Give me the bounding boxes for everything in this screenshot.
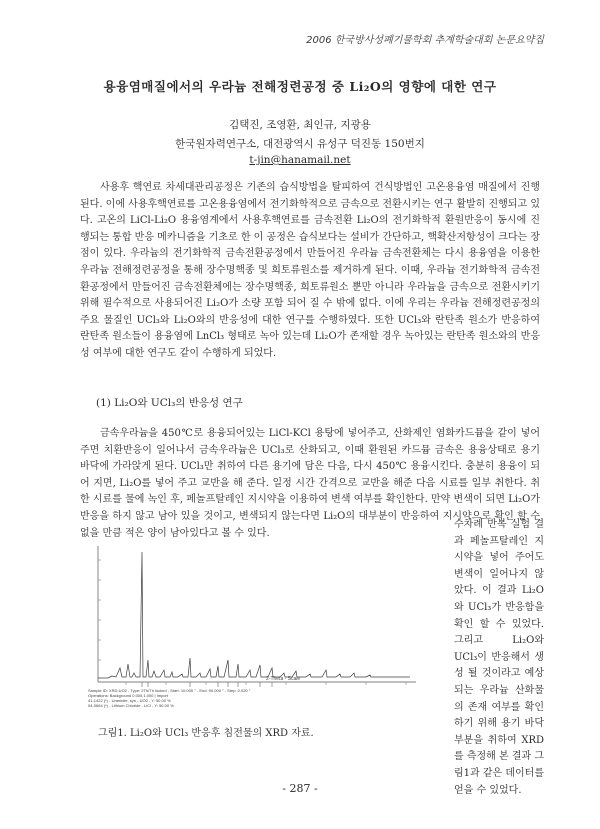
body-paragraph-main: 금속우라늄을 450℃로 용융되어있는 LiCl-KCl 용탕에 넣어주고, 산화제인 염화카드뮴을 같이 넣어주면 치환반응이 일어나서 금속우라늄은 UCl₃로 산화되고, 이때 환원된 카드뮴 금속은 용융상태로 용기 바닥에 가라앉게 된다. UCl₃만 취하여 다른 용기에 담은 다음, 다시 450℃ 용융시킨다. 충분히 용융이 되어 지면, Li₂O를 넣어 주고 교반을 해 준다. 일정 시간 간격으로 교반을 해준 다음 시료를 일부 취한다. 취한 시료를 물에 녹인 후, 페놀프탈레인 지시약을 이용하여 변색 여부를 확인한다. 만약 변색이 되면 Li₂O가 반응을 하지 않고 남아 있을 것이고, 변색되지 않는다면 Li₂O의 대부분이 반응하여 지시약으로 확인 할 수 없을 만큼 적은 양이 남아있다고 볼 수 있다. bbox=[80, 428, 540, 539]
page-number: - 287 - bbox=[282, 782, 318, 795]
legend-line: Operations: Background 0.000,1.000 | Import bbox=[88, 693, 168, 698]
legend-line: 41-1422 (*) - Uraninite, syn - UO2 - Y: 50.00 % bbox=[88, 698, 171, 703]
legend-line: 04-0664 (*) - Lithium Chloride - LiCl - Y: 50.00 % bbox=[88, 703, 174, 708]
xrd-legend bbox=[88, 688, 251, 708]
proceedings-header: 2006 한국방사성폐기물학회 추계학술대회 논문요약집 bbox=[306, 35, 544, 46]
email-line bbox=[0, 154, 600, 166]
legend-line: Sample ID: XRD-UO2 - Type: 2Th/Th locked - Start: 10.000 ° - End: 90.000 ° - Step: 0.020 ° bbox=[88, 688, 251, 693]
xrd-axes bbox=[98, 546, 416, 685]
xrd-figure bbox=[86, 540, 448, 710]
paper-title: 용융염매질에서의 우라늄 전해정련공정 중 Li₂O의 영향에 대한 연구 bbox=[103, 79, 497, 94]
section-heading: (1) Li₂O와 UCl₃의 반응성 연구 bbox=[96, 397, 243, 409]
xrd-pattern-line bbox=[98, 552, 410, 678]
email-link[interactable]: t-jin@hanamail.net bbox=[249, 154, 351, 166]
affiliation: 한국원자력연구소, 대전광역시 유성구 덕진동 150번지 bbox=[175, 138, 425, 150]
reference-stick-markers bbox=[142, 682, 272, 687]
x-axis-label: 2-Theta - Scale bbox=[266, 676, 301, 682]
authors: 김택진, 조영환, 최인규, 지광용 bbox=[229, 119, 371, 131]
body-paragraph-side: 수차례 반복 실험 결과 페놀프탈레인 지시약을 넣어 주어도 변색이 일어나지 않았다. 이 결과 Li₂O와 UCl₃가 반응함을 확인 할 수 있었다. 그리고 Li₂O와 UCl₃이 반응해서 생성 될 것이라고 예상되는 우라늄 산화물의 존재 여부를 확인하기 위해 용기 바닥 부분을 취하여 XRD를 측정해 본 결과 그림1과 같은 데이터를 얻을 수 있었다. bbox=[454, 519, 544, 796]
abstract-paragraph: 사용후 핵연료 차세대관리공정은 기존의 습식방법을 탈피하여 건식방법인 고온용융염 매질에서 진행된다. 이에 사용후핵연료를 고온용융염에서 전기화학적으로 금속으로 전환시키는 연구 활발히 진행되고 있다. 고온의 LiCl-Li₂O 용융염계에서 사용후핵연료를 금속전환 Li₂O의 전기화학적 환원반응이 동시에 진행되는 통합 반응 메카니즘을 기초로 한 이 공정은 습식보다는 설비가 간단하고, 핵확산저항성이 크다는 장점이 있다. 우라늄의 전기화학적 금속전환공정에서 만들어진 우라늄 금속전환체는 다시 용융염을 이용한 우라늄 전해정련공정을 통해 장수명핵종 및 희토류원소를 제거하게 된다. 이때, 우라늄 전기화학적 금속전환공정에서 만들어진 금속전환체에는 장수명핵종, 희토류원소 뿐만 아니라 우라늄을 금속으로 전환시키기 위해 필수적으로 사용되어진 Li₂O가 소량 포함 되어 질 수 밖에 없다. 이에 우리는 우라늄 전해정련공정의 주요 물질인 UCl₃와 Li₂O와의 반응성에 대한 연구를 수행하였다. 또한 UCl₃와 란탄족 원소가 반응하여 란탄족 원소들이 용융염에 LnCl₃ 형태로 녹아 있는데 Li₂O가 존재할 경우 녹아있는 란탄족 원소와의 반응성 여부에 대한 연구도 같이 수행하게 되었다. bbox=[80, 182, 541, 359]
figure-caption: 그림1. Li₂O와 UCl₃ 반응후 침전물의 XRD 자료. bbox=[98, 728, 314, 739]
